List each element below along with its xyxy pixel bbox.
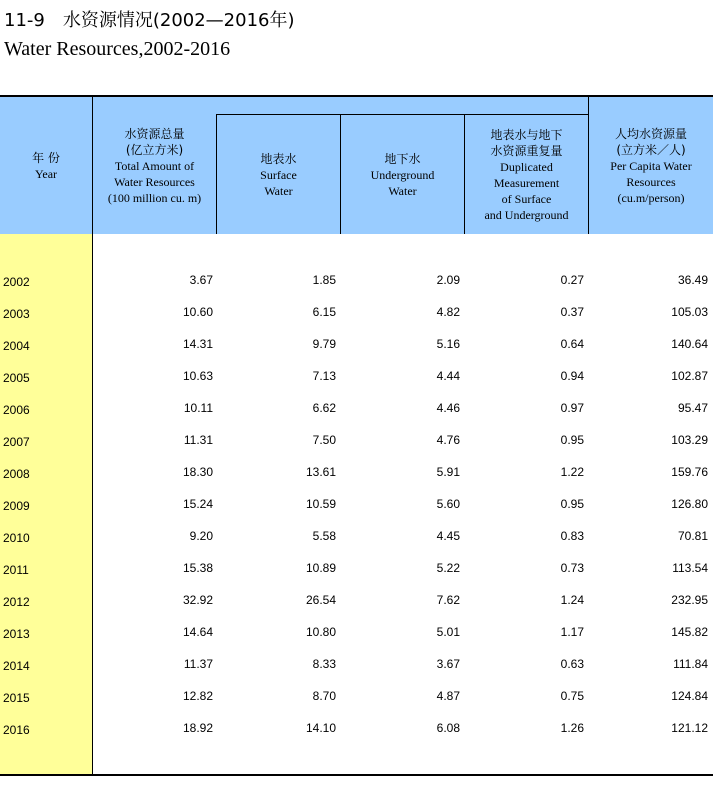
table-bottom-border xyxy=(0,774,713,776)
total-cell: 10.60 xyxy=(182,305,213,319)
surface-cell: 10.80 xyxy=(305,625,336,639)
surface-cell: 14.10 xyxy=(305,721,336,735)
table-row xyxy=(0,398,713,430)
duplicated-cell: 0.94 xyxy=(560,369,584,383)
year-cell: 2012 xyxy=(3,595,30,609)
duplicated-cell: 1.22 xyxy=(560,465,584,479)
year-cell: 2009 xyxy=(3,499,30,513)
header-surface: 地表水 Surface Water xyxy=(260,151,297,198)
header-duplicated: 地表水与地下 水资源重复量 Duplicated Measurement of Surface and Underground xyxy=(484,127,569,222)
duplicated-cell: 0.95 xyxy=(560,497,584,511)
total-cell: 11.37 xyxy=(183,657,213,671)
year-cell: 2007 xyxy=(3,435,30,449)
duplicated-cell: 0.73 xyxy=(560,561,584,575)
per-capita-cell: 159.76 xyxy=(671,465,708,479)
underground-cell: 2.09 xyxy=(436,273,460,287)
per-capita-cell: 105.03 xyxy=(671,305,708,319)
total-cell: 15.38 xyxy=(182,561,213,575)
total-cell: 32.92 xyxy=(182,593,213,607)
table-row xyxy=(0,590,713,622)
per-capita-cell: 126.80 xyxy=(671,497,708,511)
surface-cell: 5.58 xyxy=(312,529,336,543)
table-row xyxy=(0,430,713,462)
underground-cell: 5.91 xyxy=(436,465,460,479)
duplicated-cell: 1.17 xyxy=(560,625,584,639)
surface-cell: 1.85 xyxy=(312,273,336,287)
per-capita-cell: 232.95 xyxy=(671,593,708,607)
underground-cell: 4.87 xyxy=(436,689,460,703)
underground-cell: 4.46 xyxy=(436,401,460,415)
table-row xyxy=(0,526,713,558)
surface-cell: 8.70 xyxy=(312,689,336,703)
surface-cell: 8.33 xyxy=(312,657,336,671)
table-row xyxy=(0,270,713,302)
table-header xyxy=(0,95,713,234)
per-capita-cell: 36.49 xyxy=(677,273,708,287)
underground-cell: 5.01 xyxy=(436,625,460,639)
surface-cell: 10.59 xyxy=(305,497,336,511)
table-row xyxy=(0,462,713,494)
year-cell: 2015 xyxy=(3,691,30,705)
per-capita-cell: 140.64 xyxy=(671,337,708,351)
per-capita-cell: 103.29 xyxy=(671,433,708,447)
year-cell: 2011 xyxy=(3,563,29,577)
table-row xyxy=(0,494,713,526)
per-capita-cell: 113.54 xyxy=(672,561,708,575)
duplicated-cell: 0.83 xyxy=(560,529,584,543)
table-row xyxy=(0,686,713,718)
page-title-en: Water Resources,2002-2016 xyxy=(4,38,231,60)
table-row xyxy=(0,718,713,750)
header-underground: 地下水 Underground Water xyxy=(370,151,435,198)
duplicated-cell: 1.24 xyxy=(560,593,584,607)
per-capita-cell: 124.84 xyxy=(671,689,708,703)
header-year: 年 份 Year xyxy=(32,150,60,181)
surface-cell: 13.61 xyxy=(305,465,336,479)
surface-cell: 26.54 xyxy=(305,593,336,607)
underground-cell: 4.44 xyxy=(436,369,460,383)
underground-cell: 3.67 xyxy=(436,657,460,671)
surface-cell: 6.62 xyxy=(312,401,336,415)
underground-cell: 4.82 xyxy=(436,305,460,319)
year-cell: 2005 xyxy=(3,371,30,385)
year-cell: 2010 xyxy=(3,531,30,545)
duplicated-cell: 0.63 xyxy=(560,657,584,671)
total-cell: 11.31 xyxy=(183,433,213,447)
total-cell: 18.92 xyxy=(182,721,213,735)
table-row xyxy=(0,622,713,654)
underground-cell: 5.22 xyxy=(436,561,460,575)
duplicated-cell: 0.95 xyxy=(560,433,584,447)
duplicated-cell: 0.97 xyxy=(560,401,584,415)
per-capita-cell: 121.12 xyxy=(671,721,708,735)
underground-cell: 6.08 xyxy=(436,721,460,735)
total-cell: 14.64 xyxy=(182,625,213,639)
table-row xyxy=(0,334,713,366)
duplicated-cell: 0.37 xyxy=(560,305,584,319)
underground-cell: 4.45 xyxy=(436,529,460,543)
per-capita-cell: 102.87 xyxy=(671,369,708,383)
surface-cell: 9.79 xyxy=(312,337,336,351)
table-row xyxy=(0,366,713,398)
total-cell: 3.67 xyxy=(189,273,213,287)
year-cell: 2003 xyxy=(3,307,30,321)
duplicated-cell: 0.27 xyxy=(560,273,584,287)
total-cell: 10.11 xyxy=(183,401,213,415)
year-cell: 2006 xyxy=(3,403,30,417)
total-cell: 14.31 xyxy=(182,337,213,351)
underground-cell: 4.76 xyxy=(436,433,460,447)
year-cell: 2013 xyxy=(3,627,30,641)
header-total: 水资源总量 (亿立方米) Total Amount of Water Resources (100 million cu. m) xyxy=(107,126,202,205)
page-title-cn: 11-9 水资源情况(2002—2016年) xyxy=(4,10,295,31)
year-cell: 2004 xyxy=(3,339,30,353)
total-cell: 10.63 xyxy=(182,369,213,383)
total-cell: 9.20 xyxy=(189,529,213,543)
underground-cell: 7.62 xyxy=(436,593,460,607)
duplicated-cell: 1.26 xyxy=(560,721,584,735)
year-cell: 2016 xyxy=(3,723,30,737)
total-cell: 12.82 xyxy=(182,689,213,703)
per-capita-cell: 70.81 xyxy=(677,529,708,543)
per-capita-cell: 95.47 xyxy=(677,401,708,415)
header-per-capita: 人均水资源量 (立方米／人) Per Capita Water Resources (cu.m/person) xyxy=(610,126,692,205)
year-cell: 2008 xyxy=(3,467,30,481)
duplicated-cell: 0.64 xyxy=(560,337,584,351)
total-cell: 18.30 xyxy=(182,465,213,479)
table-row xyxy=(0,302,713,334)
underground-cell: 5.16 xyxy=(436,337,460,351)
surface-cell: 7.13 xyxy=(312,369,336,383)
table-row xyxy=(0,654,713,686)
duplicated-cell: 0.75 xyxy=(560,689,584,703)
surface-cell: 6.15 xyxy=(312,305,336,319)
surface-cell: 7.50 xyxy=(312,433,336,447)
surface-cell: 10.89 xyxy=(305,561,336,575)
year-cell: 2014 xyxy=(3,659,30,673)
total-cell: 15.24 xyxy=(182,497,213,511)
per-capita-cell: 111.84 xyxy=(673,657,708,671)
year-cell: 2002 xyxy=(3,275,30,289)
underground-cell: 5.60 xyxy=(436,497,460,511)
per-capita-cell: 145.82 xyxy=(671,625,708,639)
table-row xyxy=(0,558,713,590)
